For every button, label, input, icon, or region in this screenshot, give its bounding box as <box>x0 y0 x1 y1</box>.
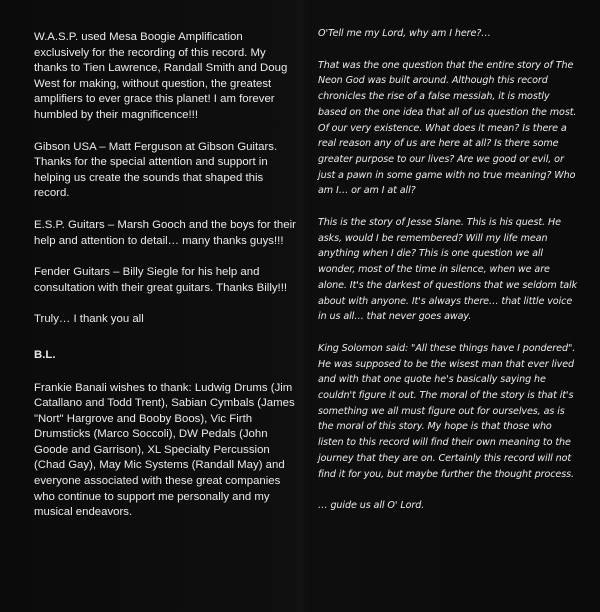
story-opening-line: O'Tell me my Lord, why am I here?… <box>318 28 491 39</box>
thank-you-line: Truly… I thank you all <box>34 313 144 326</box>
gibson-thanks: Gibson USA – Matt Ferguson at Gibson Guitars. Thanks for the special attention and support in helping us create the sounds that shaped this record. <box>34 140 278 200</box>
story-paragraph-3: King Solomon said: "All these things have I pondered". He was supposed to be the wisest man that ever lived and with that one quote he's basically saying he couldn't figure it out. The moral of the story is that it's something we all must figure out for ourselves, as is the moral of this story. My hope is that those who listen to this record will find their own meaning to the journey that they are on. Certainly this record will not find it for you, but maybe further the thought process. <box>318 342 576 480</box>
frankie-banali-thanks: Frankie Banali wishes to thank: Ludwig Drums (Jim Catallano and Todd Trent), Sabian Cymbals (James "Nort" Hargrove and Booby Boos), Vic Firth Drumsticks (Marco Soccoli), DW Pedals (John Goode and Garrison), XL Specialty Percussion (Chad Gay), May Mic Systems (Randall May) and everyone associated with these great companies who continue to support me personally and my musical endeavors. <box>34 381 295 519</box>
signature: B.L. <box>34 348 56 361</box>
mesa-boogie-thanks: W.A.S.P. used Mesa Boogie Amplification exclusively for the recording of this record. My thanks to Tien Lawrence, Randall Smith and Doug West for making, without question, the greatest amplifiers to ever grace this planet! I am forever humbled by their magnificence!!! <box>34 31 288 121</box>
story-paragraph-1: That was the one question that the entire story of The Neon God was built around. Although this record chronicles the rise of a false messiah, it is mostly based on the one idea that all of us question the most. Of our very existence. What does it mean? Is there a real reason any of us are here at all? Is there some greater purpose to our lives? Are we good or evil, or just a pawn in some game with no true meaning? Who am I… or am I at all? <box>318 59 577 197</box>
story-closing-line: … guide us all O' Lord. <box>318 500 425 512</box>
thanks-column <box>34 30 296 537</box>
story-paragraph-2: This is the story of Jesse Slane. This is his quest. He asks, would I be remembered? Will my life mean anything when I die? This is one question we all wonder, most of the time in silence, when we are alone. It's the darkest of questions that we seldom talk about with anyone. It's always there… that little voice in us all… that never goes away. <box>318 217 578 323</box>
story-column <box>318 26 580 530</box>
esp-thanks: E.S.P. Guitars – Marsh Gooch and the boys for their help and attention to detail… many thanks guys!!! <box>34 218 296 247</box>
fender-thanks: Fender Guitars – Billy Siegle for his help and consultation with their great guitars. Thanks Billy!!! <box>34 266 288 294</box>
